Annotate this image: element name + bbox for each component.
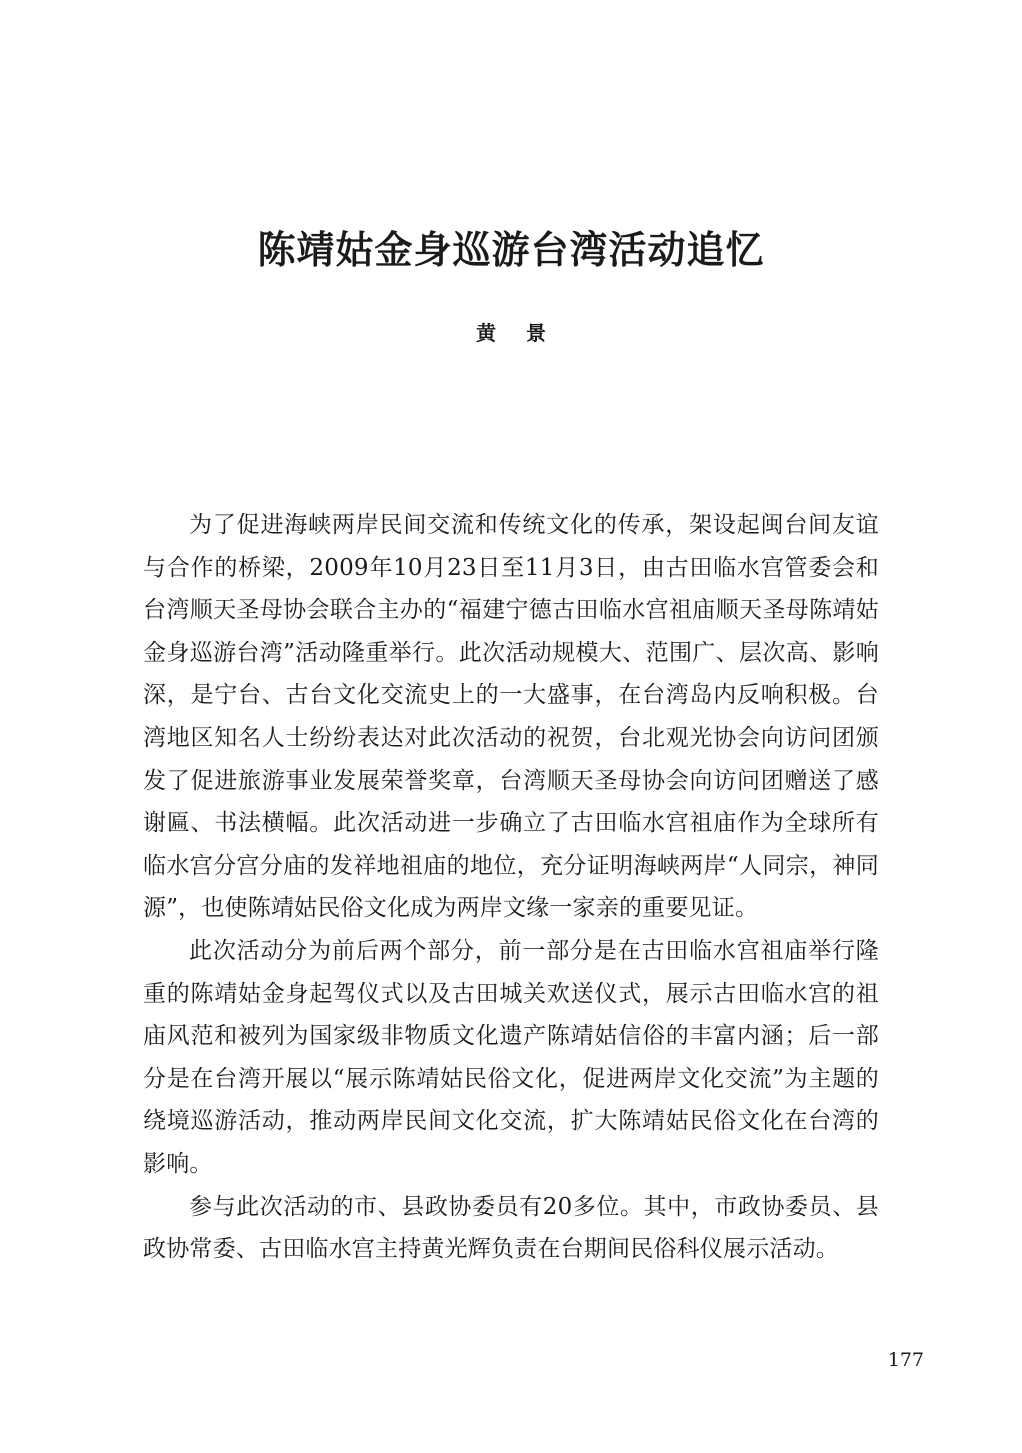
article-body	[143, 504, 879, 1271]
paragraph-1: 为了促进海峡两岸民间交流和传统文化的传承，架设起闽台间友谊与合作的桥梁，2009年10月23日至11月3日，由古田临水宫管委会和台湾顺天圣母协会联合主办的“福建宁德古田临水宫祖庙顺天圣母陈靖姑金身巡游台湾”活动隆重举行。此次活动规模大、范围广、层次高、影响深，是宁台、古台文化交流史上的一大盛事，在台湾岛内反响积极。台湾地区知名人士纷纷表达对此次活动的祝贺，台北观光协会向访问团颁发了促进旅游事业发展荣誉奖章，台湾顺天圣母协会向访问团赠送了感谢匾、书法横幅。此次活动进一步确立了古田临水宫祖庙作为全球所有临水宫分宫分庙的发祥地祖庙的地位，充分证明海峡两岸“人同宗，神同源”，也使陈靖姑民俗文化成为两岸文缘一家亲的重要见证。	[143, 512, 879, 922]
paragraph-3: 参与此次活动的市、县政协委员有20多位。其中，市政协委员、县政协常委、古田临水宫主持黄光辉负责在台期间民俗科仪展示活动。	[143, 1193, 879, 1263]
article-title: 陈靖姑金身巡游台湾活动追忆	[257, 228, 765, 272]
page-number: 177	[887, 1349, 924, 1371]
paragraph-2: 此次活动分为前后两个部分，前一部分是在古田临水宫祖庙举行隆重的陈靖姑金身起驾仪式以及古田城关欢送仪式，展示古田临水宫的祖庙风范和被列为国家级非物质文化遗产陈靖姑信俗的丰富内涵；后一部分是在台湾开展以“展示陈靖姑民俗文化，促进两岸文化交流”为主题的绕境巡游活动，推动两岸民间文化交流，扩大陈靖姑民俗文化在台湾的影响。	[143, 937, 879, 1177]
author-name: 黄景	[476, 321, 576, 345]
